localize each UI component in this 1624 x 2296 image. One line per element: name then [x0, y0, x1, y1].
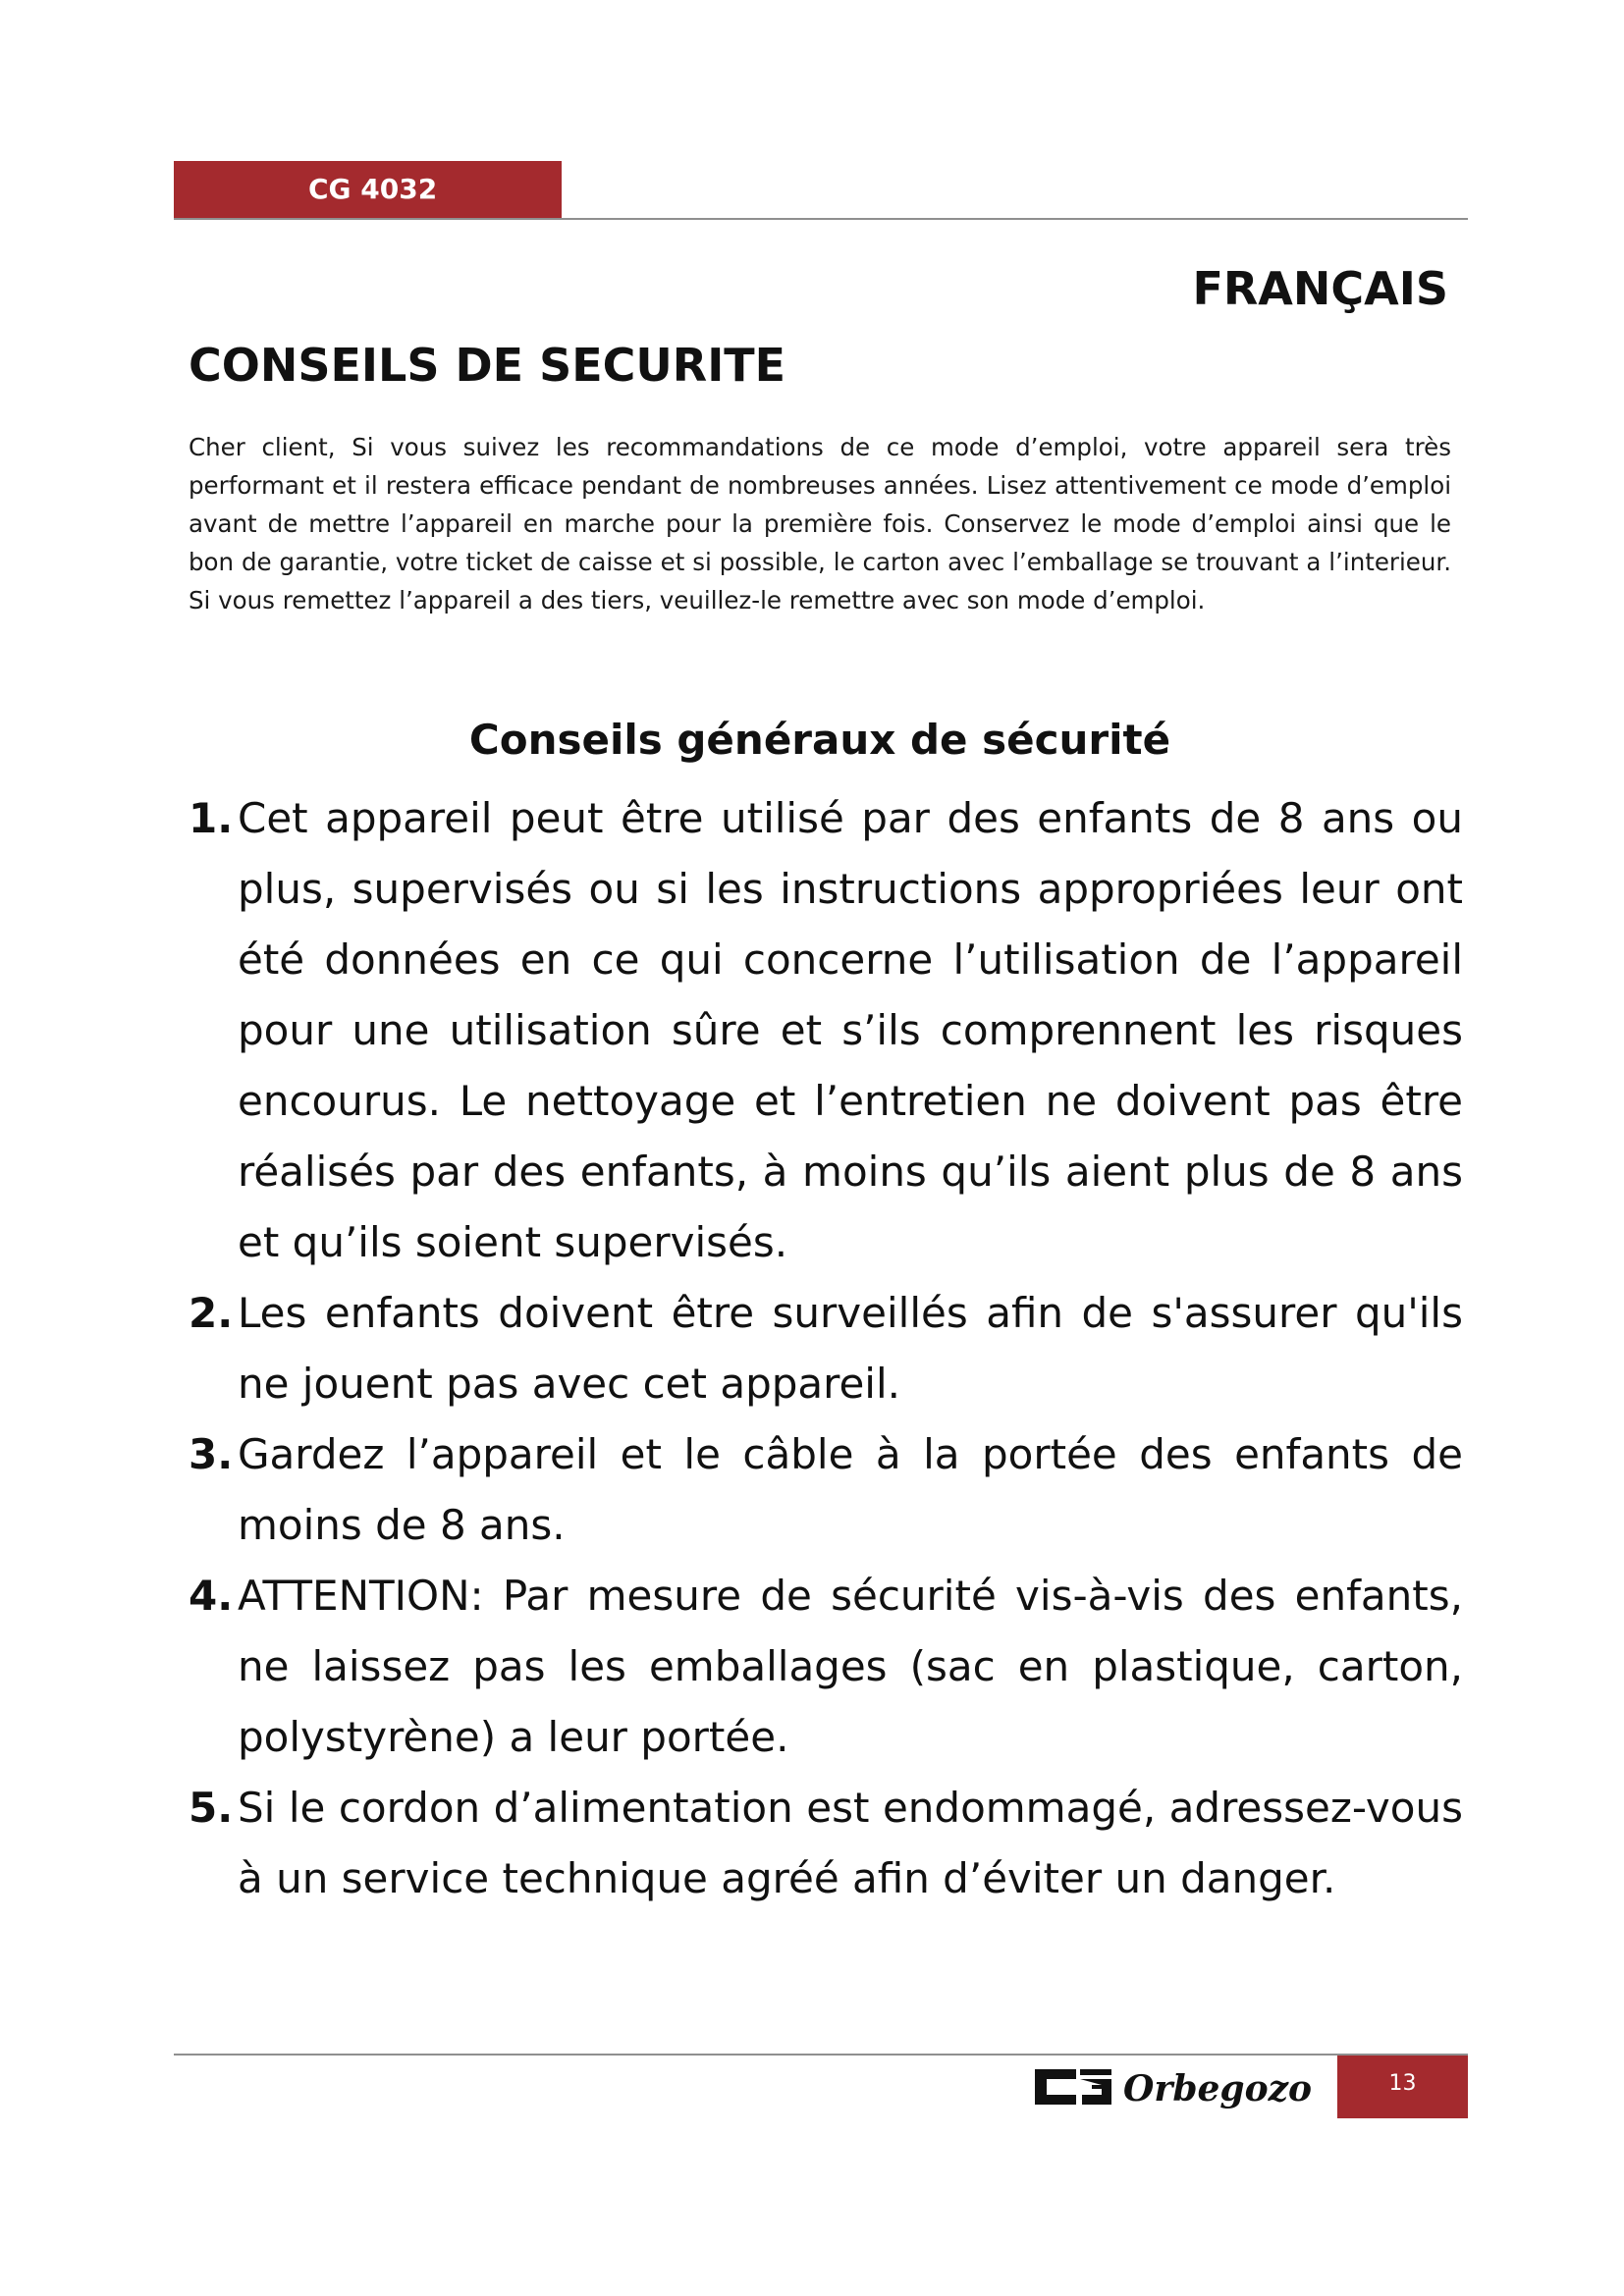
- rule-number: 1.: [189, 794, 234, 842]
- safety-rule: [189, 1278, 1463, 1419]
- rule-text: ATTENTION: Par mesure de sécurité vis-à-vis des enfants, ne laissez pas les emballages (sac en plastique, carton, polystyrène) a leur portée.: [238, 1572, 1463, 1761]
- rule-number: 4.: [189, 1572, 234, 1620]
- rule-number: 2.: [189, 1289, 234, 1337]
- rule-text: Cet appareil peut être utilisé par des enfants de 8 ans ou plus, supervisés ou si les instructions appropriées leur ont été données en ce qui concerne l’utilisation de l’appareil pour une utilisation sûre et s’ils comprennent les risques encourus. Le nettoyage et l’entretien ne doivent pas être réalisés par des enfants, à moins qu’ils aient plus de 8 ans et qu’ils soient supervisés.: [238, 794, 1463, 1266]
- safety-rule: [189, 1773, 1463, 1914]
- orbegozo-logo: [1033, 2063, 1327, 2110]
- safety-rule: [189, 1419, 1463, 1561]
- page-number-box: [1337, 2056, 1468, 2118]
- language-heading: FRANÇAIS: [1192, 262, 1448, 315]
- model-label: CG 4032: [308, 173, 438, 205]
- header-divider: [174, 218, 1468, 220]
- logo-mark: [1035, 2069, 1111, 2105]
- model-tab: [174, 161, 562, 218]
- rule-text: Gardez l’appareil et le câble à la portée des enfants de moins de 8 ans.: [238, 1430, 1463, 1549]
- subsection-title: Conseils généraux de sécurité: [468, 716, 1171, 764]
- footer-divider: [174, 2054, 1468, 2056]
- safety-rule: [189, 783, 1463, 1278]
- rule-number: 3.: [189, 1430, 234, 1478]
- safety-rule: [189, 1561, 1463, 1773]
- rule-number: 5.: [189, 1784, 234, 1832]
- section-title: CONSEILS DE SECURITE: [189, 339, 786, 392]
- rule-text: Si le cordon d’alimentation est endommagé, adressez-vous à un service technique agréé afin d’éviter un danger.: [238, 1784, 1463, 1902]
- rule-text: Les enfants doivent être surveillés afin de s'assurer qu'ils ne jouent pas avec cet appareil.: [238, 1289, 1463, 1408]
- page-number: 13: [1388, 2071, 1417, 2096]
- intro-paragraph: Cher client, Si vous suivez les recommandations de ce mode d’emploi, votre appareil sera très performant et il restera efficace pendant de nombreuses années. Lisez attentivement ce mode d’emploi avant de mettre l’appareil en marche pour la première fois. Conservez le mode d’emploi ainsi que le bon de garantie, votre ticket de caisse et si possible, le carton avec l’emballage se trouvant a l’interieur. Si vous remettez l’appareil a des tiers, veuillez-le remettre avec son mode d’emploi.: [189, 433, 1451, 614]
- brand-wordmark: Orbegozo: [1123, 2068, 1313, 2109]
- safety-rules-list: [189, 783, 1463, 1914]
